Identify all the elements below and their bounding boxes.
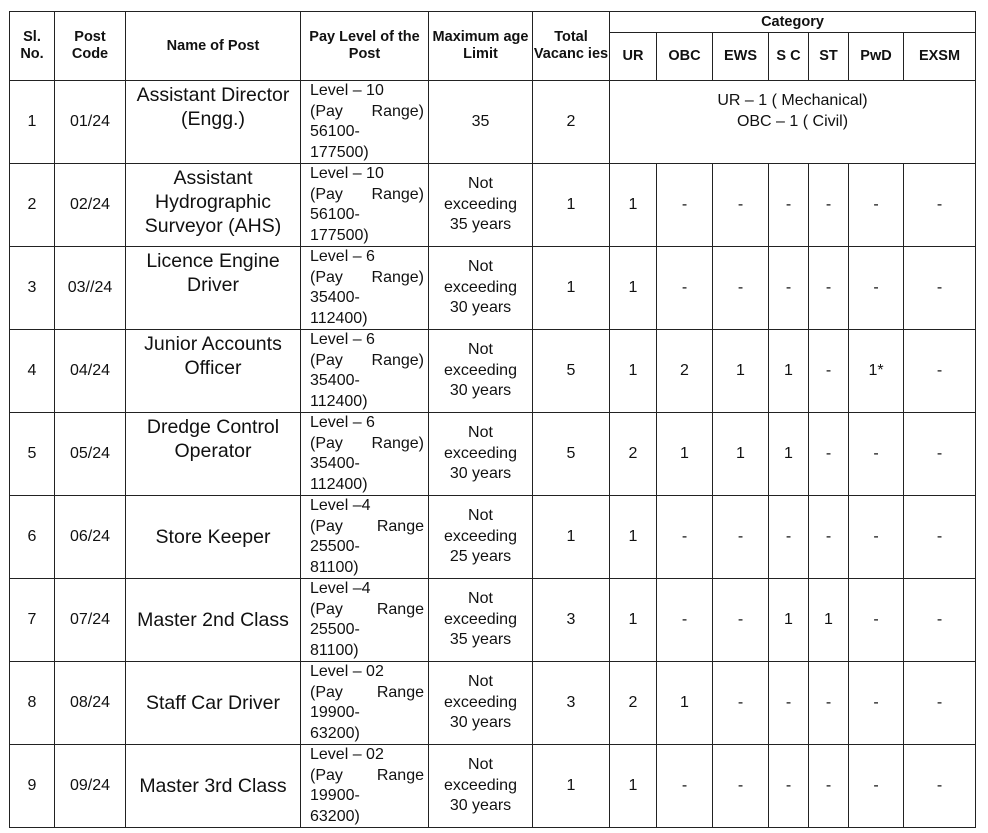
vacancy-table-wrapper [9,11,976,828]
pay-line: Level – 6 [310,248,375,265]
age-line: 30 years [449,465,512,483]
cell-st: - [809,164,849,247]
age-line: exceeding [444,361,517,379]
cell-exsm: - [904,579,976,662]
age-line: Not [468,175,493,193]
cell-obc: - [657,247,713,330]
cell-name-of-post: Junior Accounts Officer [126,330,301,413]
age-line: 25 years [449,548,512,566]
cell-pay-level [301,745,429,828]
cell-st: - [809,413,849,496]
cell-exsm: - [904,496,976,579]
cell-obc: 2 [657,330,713,413]
cell-pwd: - [849,164,904,247]
pay-line: (Pay Range) [310,268,424,286]
cell-post-code: 08/24 [55,662,126,745]
header-st: ST [809,33,849,81]
cell-max-age [429,662,533,745]
pay-line: 25500- [310,621,360,638]
pay-line: (Pay Range) [310,351,424,369]
age-line: Not [468,590,493,608]
cell-max-age [429,81,533,164]
table-row [10,745,976,828]
cell-name-of-post: Licence Engine Driver [126,247,301,330]
cell-total-vacancies: 1 [533,247,610,330]
age-line: 35 years [449,216,512,234]
cell-st: - [809,247,849,330]
cell-ews: - [713,579,769,662]
cell-exsm: - [904,164,976,247]
age-line: 30 years [449,299,512,317]
cell-post-code: 05/24 [55,413,126,496]
age-line: 30 years [449,382,512,400]
header-post-code: Post Code [55,12,126,81]
cell-pay-level [301,662,429,745]
pay-line: 112400) [310,475,368,493]
cell-st: 1 [809,579,849,662]
cell-post-code: 03//24 [55,247,126,330]
cell-ews: - [713,496,769,579]
age-line: Not [468,424,493,442]
table-row [10,81,976,164]
pay-line: Level – 10 [310,165,384,182]
cell-pay-level [301,164,429,247]
pay-line: (Pay Range [310,600,424,618]
cell-max-age [429,579,533,662]
cell-category-merged [610,81,976,164]
cell-total-vacancies: 1 [533,164,610,247]
cell-pay-level [301,330,429,413]
cell-name-of-post: Dredge Control Operator [126,413,301,496]
cell-total-vacancies: 1 [533,496,610,579]
pay-line: 63200) [310,724,360,742]
cell-sl-no: 1 [10,81,55,164]
cell-sc: 1 [769,330,809,413]
header-pay-level: Pay Level of the Post [301,12,429,81]
cell-sc: 1 [769,413,809,496]
cell-sc: - [769,164,809,247]
cell-ur: 1 [610,496,657,579]
cell-sl-no: 9 [10,745,55,828]
cell-max-age [429,164,533,247]
age-line: exceeding [444,527,517,545]
cell-pwd: - [849,247,904,330]
cell-ur: 1 [610,330,657,413]
category-note-line: UR – 1 ( Mechanical) [717,92,868,109]
pay-line: (Pay Range [310,683,424,701]
pay-line: (Pay Range) [310,185,424,203]
pay-line: (Pay Range) [310,102,424,120]
age-line: 35 years [449,631,512,649]
header-total-vacancies: Total Vacanc ies [533,12,610,81]
cell-pay-level [301,413,429,496]
table-row [10,413,976,496]
cell-exsm: - [904,413,976,496]
cell-max-age [429,496,533,579]
pay-line: 112400) [310,392,368,410]
cell-pay-level [301,81,429,164]
cell-total-vacancies: 1 [533,745,610,828]
cell-sl-no: 6 [10,496,55,579]
cell-ur: 1 [610,745,657,828]
category-note-line: OBC – 1 ( Civil) [736,112,849,130]
cell-exsm: - [904,662,976,745]
header-name-of-post: Name of Post [126,12,301,81]
header-row-1 [10,12,976,33]
header-max-age: Maximum age Limit [429,12,533,81]
cell-pwd: - [849,662,904,745]
cell-pwd: - [849,579,904,662]
header-sc: S C [769,33,809,81]
cell-obc: - [657,579,713,662]
pay-line: 177500) [310,226,369,244]
cell-sl-no: 2 [10,164,55,247]
cell-pwd: - [849,496,904,579]
table-row [10,330,976,413]
cell-obc: 1 [657,413,713,496]
cell-name-of-post: Assistant Director (Engg.) [126,81,301,164]
pay-line: 63200) [310,807,360,825]
pay-line: (Pay Range) [310,434,424,452]
pay-line: 19900- [310,704,360,721]
age-line: exceeding [444,195,517,213]
cell-sc: - [769,247,809,330]
cell-pay-level [301,247,429,330]
pay-line: 81100) [310,558,359,576]
cell-ews: - [713,247,769,330]
cell-pay-level [301,579,429,662]
pay-line: Level –4 [310,580,371,597]
header-obc: OBC [657,33,713,81]
cell-sc: - [769,745,809,828]
cell-max-age [429,330,533,413]
table-row [10,247,976,330]
cell-sl-no: 5 [10,413,55,496]
pay-line: Level – 6 [310,331,375,348]
cell-post-code: 02/24 [55,164,126,247]
age-line: Not [468,507,493,525]
cell-ur: 2 [610,413,657,496]
pay-line: 35400- [310,372,360,389]
cell-sl-no: 8 [10,662,55,745]
pay-line: (Pay Range [310,766,424,784]
cell-post-code: 09/24 [55,745,126,828]
cell-max-age [429,745,533,828]
cell-st: - [809,662,849,745]
header-category: Category [610,12,976,33]
age-line: Not [468,673,493,691]
cell-name-of-post: Master 2nd Class [126,579,301,662]
cell-name-of-post: Staff Car Driver [126,662,301,745]
header-exsm: EXSM [904,33,976,81]
cell-sc: 1 [769,579,809,662]
cell-exsm: - [904,330,976,413]
cell-name-of-post: Master 3rd Class [126,745,301,828]
cell-total-vacancies: 5 [533,330,610,413]
table-body [10,81,976,828]
header-ur: UR [610,33,657,81]
age-line: Not [468,258,493,276]
age-line: 30 years [449,714,512,732]
cell-total-vacancies: 3 [533,662,610,745]
cell-pwd: - [849,745,904,828]
pay-line: (Pay Range [310,517,424,535]
table-row [10,164,976,247]
pay-line: 56100- [310,123,360,140]
pay-line: 56100- [310,206,360,223]
cell-pay-level [301,496,429,579]
cell-st: - [809,745,849,828]
cell-max-age [429,413,533,496]
cell-total-vacancies: 5 [533,413,610,496]
pay-line: Level – 10 [310,82,384,99]
cell-ews: 1 [713,330,769,413]
cell-sl-no: 7 [10,579,55,662]
cell-obc: - [657,745,713,828]
header-ews: EWS [713,33,769,81]
cell-ews: - [713,662,769,745]
cell-sc: - [769,496,809,579]
cell-exsm: - [904,745,976,828]
age-line: Not [468,756,493,774]
pay-line: 177500) [310,143,369,161]
cell-obc: - [657,164,713,247]
cell-total-vacancies: 2 [533,81,610,164]
pay-line: 19900- [310,787,360,804]
cell-st: - [809,496,849,579]
vacancy-table [9,11,976,828]
cell-name-of-post: Assistant Hydrographic Surveyor (AHS) [126,164,301,247]
cell-pwd: - [849,413,904,496]
table-row [10,662,976,745]
cell-pwd: 1* [849,330,904,413]
cell-post-code: 07/24 [55,579,126,662]
cell-ur: 1 [610,164,657,247]
pay-line: Level – 02 [310,746,384,763]
cell-sl-no: 3 [10,247,55,330]
pay-line: Level – 6 [310,414,375,431]
cell-sl-no: 4 [10,330,55,413]
pay-line: 81100) [310,641,359,659]
cell-st: - [809,330,849,413]
cell-ur: 1 [610,247,657,330]
cell-ews: - [713,745,769,828]
cell-obc: 1 [657,662,713,745]
table-row [10,496,976,579]
cell-post-code: 06/24 [55,496,126,579]
pay-line: Level –4 [310,497,371,514]
age-line: 35 [471,112,490,130]
age-line: exceeding [444,610,517,628]
pay-line: 25500- [310,538,360,555]
cell-name-of-post: Store Keeper [126,496,301,579]
age-line: 30 years [449,797,512,815]
cell-exsm: - [904,247,976,330]
cell-post-code: 01/24 [55,81,126,164]
cell-ur: 1 [610,579,657,662]
age-line: exceeding [444,278,517,296]
pay-line: 35400- [310,289,360,306]
cell-post-code: 04/24 [55,330,126,413]
cell-obc: - [657,496,713,579]
cell-ews: - [713,164,769,247]
pay-line: 112400) [310,309,368,327]
header-pwd: PwD [849,33,904,81]
header-sl-no: Sl. No. [10,12,55,81]
pay-line: Level – 02 [310,663,384,680]
cell-ur: 2 [610,662,657,745]
cell-ews: 1 [713,413,769,496]
cell-max-age [429,247,533,330]
table-row [10,579,976,662]
cell-sc: - [769,662,809,745]
age-line: exceeding [444,776,517,794]
age-line: exceeding [444,444,517,462]
age-line: exceeding [444,693,517,711]
pay-line: 35400- [310,455,360,472]
age-line: Not [468,341,493,359]
cell-total-vacancies: 3 [533,579,610,662]
